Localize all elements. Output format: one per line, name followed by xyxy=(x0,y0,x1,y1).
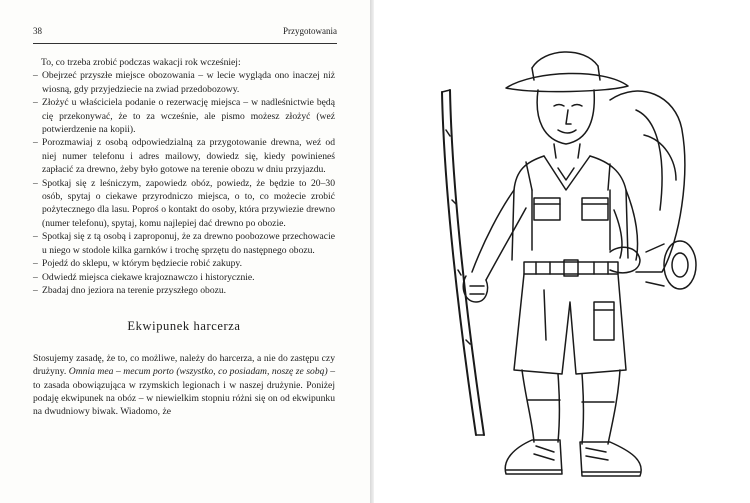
list-item: – Porozmawiaj z osobą odpowiedzialną za przygotowanie drewna, weź od niej numer telefonu i adres mailowy, dowiedz się, kiedy powinieneś zapłacić za drewno, żeby było gotowe na terenie obozu w dniu przyjazdu. xyxy=(33,137,335,176)
left-page xyxy=(0,0,370,503)
list-item: – Złożyć u właściciela podanie o rezerwację miejsca – w nadleśnictwie będą cię przekonywać, że to za wcześnie, ale pismo możesz złożyć (weź potwierdzenie na kopii). xyxy=(33,97,335,136)
paragraph-text-end: – to zasada obowiązująca w rzymskich legionach i w naszej drużynie. Poniżej podaję ekwipunek na obóz – w niewielkim stopniu różni się on od ekwipunku na dwudniowy biwak. Wiadomo, że xyxy=(33,366,335,418)
list-item-text: Zbadaj dno jeziora na terenie przyszłego obozu. xyxy=(42,284,227,296)
right-page xyxy=(374,0,750,503)
walking-staff xyxy=(442,90,484,435)
legs xyxy=(522,370,620,444)
shorts xyxy=(514,274,626,374)
list-item-text: Złożyć u właściciela podanie o rezerwację miejsca – w nadleśnictwie będą cię przekonywać, że to za wcześnie, ale pismo możesz złożyć (weź potwierdzenie na kopii). xyxy=(42,97,335,136)
list-item-text: Spotkaj się z leśniczym, zapowiedz obóz, powiedz, że będzie to 20–30 osób, spytaj o ciekawe przyrodniczo miejsca, o to, co możecie zrobić pożytecznego dla lasu. Poproś o kontakt do osoby, która przywiezie drewno (numer telefonu), spytaj, komu najlepiej dać drewno po obozie. xyxy=(42,177,335,229)
body-paragraph xyxy=(33,352,335,419)
list-item: – Spotkaj się z tą osobą i zaproponuj, że za drewno poobozowe przechowacie u niego w stodole kilka garnków i trochę sprzętu do następnego obozu. xyxy=(33,231,335,256)
belt xyxy=(524,260,618,276)
backpack xyxy=(610,91,696,289)
list-item: – Spotkaj się z leśniczym, zapowiedz obóz, powiedz, że będzie to 20–30 osób, spytaj o ciekawe przyrodniczo miejsca, o to, co możecie zrobić pożytecznego dla lasu. Poproś o kontakt do osoby, która przywiezie drewno (numer telefonu), spytaj, komu najlepiej dać drewno po obozie. xyxy=(33,177,335,229)
left-arm xyxy=(463,190,526,302)
list-item: – Odwiedź miejsca ciekawe krajoznawczo i historycznie. xyxy=(33,271,255,283)
text-block xyxy=(33,56,335,419)
list-item-text: Odwiedź miejsca ciekawe krajoznawczo i historycznie. xyxy=(42,271,255,283)
paragraph-text-start: Stosujemy zasadę, że to, co możliwe, należy do harcerza, a nie do zastępu czy drużyny. xyxy=(33,352,335,378)
list-item-text: Porozmawiaj z osobą odpowiedzialną za przygotowanie drewna, weź od niej numer telefonu i adres mailowy, dowiedz się, kiedy powinieneś zapłacić za drewno, żeby było gotowe na terenie obozu w dniu przyjazdu. xyxy=(42,137,335,176)
neckerchief xyxy=(544,156,590,190)
scout-illustration xyxy=(414,40,704,498)
page-number: 38 xyxy=(33,26,42,36)
list-item-text: Spotkaj się z tą osobą i zaproponuj, że za drewno poobozowe przechowacie u niego w stodole kilka garnków i trochę sprzętu do następnego obozu. xyxy=(42,231,335,256)
list-item-text: Obejrzeć przyszłe miejsce obozowania – w lecie wygląda ono inaczej niż wiosną, gdy przyjedziecie na zwiad przedobozowy. xyxy=(42,70,335,95)
list-intro: To, co trzeba zrobić podczas wakacji rok wcześniej: xyxy=(41,57,241,68)
running-title: Przygotowania xyxy=(283,26,337,36)
scout-head xyxy=(537,90,594,158)
latin-quote: Omnia mea – mecum porto (wszystko, co posiadam, noszę ze sobą) xyxy=(68,366,328,378)
list-item: – Obejrzeć przyszłe miejsce obozowania – w lecie wygląda ono inaczej niż wiosną, gdy przyjedziecie na zwiad przedobozowy. xyxy=(33,70,335,95)
list-item: – Pojedź do sklepu, w którym będziecie robić zakupy. xyxy=(33,258,242,270)
list-item-text: Pojedź do sklepu, w którym będziecie robić zakupy. xyxy=(42,258,242,270)
right-arm xyxy=(610,190,640,273)
boots xyxy=(505,440,641,476)
task-list xyxy=(33,69,335,297)
section-heading: Ekwipunek harcerza xyxy=(127,319,241,334)
running-header xyxy=(33,26,337,44)
list-item: – Zbadaj dno jeziora na terenie przyszłego obozu. xyxy=(33,284,227,296)
scout-hat xyxy=(506,52,628,92)
scout-shirt xyxy=(512,156,628,260)
